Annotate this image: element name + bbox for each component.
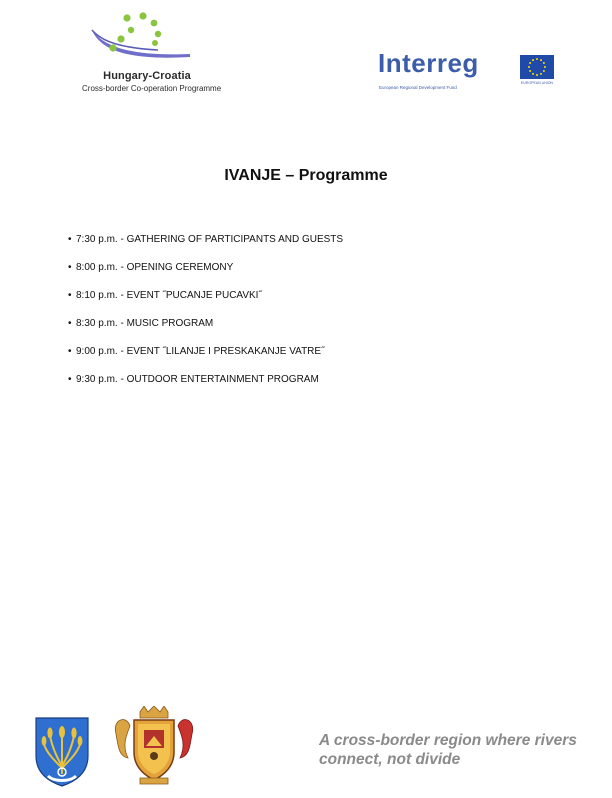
bullet-icon: • — [68, 346, 72, 357]
interreg-fund-label: European Regional Development Fund — [379, 85, 457, 90]
eu-label: EUROPEAN UNION — [521, 81, 553, 85]
list-item-text: 8:30 p.m. - MUSIC PROGRAM — [76, 318, 214, 329]
slogan-line-2: connect, not divide — [319, 751, 461, 768]
municipal-crest-icon — [34, 716, 90, 788]
list-item-text: 7:30 p.m. - GATHERING OF PARTICIPANTS AND GUESTS — [76, 234, 344, 245]
list-item — [68, 346, 343, 374]
bullet-icon: • — [68, 290, 72, 301]
list-item-text: 9:00 p.m. - EVENT ˝LILANJE I PRESKAKANJE VATRE˝ — [76, 346, 325, 357]
coat-of-arms-icon — [112, 706, 196, 786]
list-item — [68, 262, 343, 290]
list-item — [68, 290, 343, 318]
logo-subtitle: Cross-border Co-operation Programme — [82, 84, 222, 93]
interreg-wordmark: Interreg — [378, 48, 479, 78]
list-item-text: 8:10 p.m. - EVENT ˝PUCANJE PUCAVKI˝ — [76, 290, 262, 301]
footer-slogan — [319, 731, 577, 769]
eu-flag-icon — [520, 55, 554, 79]
hungary-croatia-logo — [82, 12, 222, 98]
logo-title: Hungary-Croatia — [103, 70, 191, 82]
list-item — [68, 234, 343, 262]
interreg-logo — [378, 48, 558, 96]
bullet-icon: • — [68, 374, 72, 385]
bullet-icon: • — [68, 262, 72, 273]
bullet-icon: • — [68, 318, 72, 329]
bullet-icon: • — [68, 234, 72, 245]
page-title: IVANJE – Programme — [224, 167, 388, 184]
list-item — [68, 374, 343, 402]
list-item-text: 9:30 p.m. - OUTDOOR ENTERTAINMENT PROGRAM — [76, 374, 319, 385]
programme-list — [68, 234, 343, 402]
list-item-text: 8:00 p.m. - OPENING CEREMONY — [76, 262, 234, 273]
swoosh-dots-icon — [88, 12, 206, 70]
list-item — [68, 318, 343, 346]
slogan-line-1: A cross-border region where rivers — [319, 732, 577, 749]
